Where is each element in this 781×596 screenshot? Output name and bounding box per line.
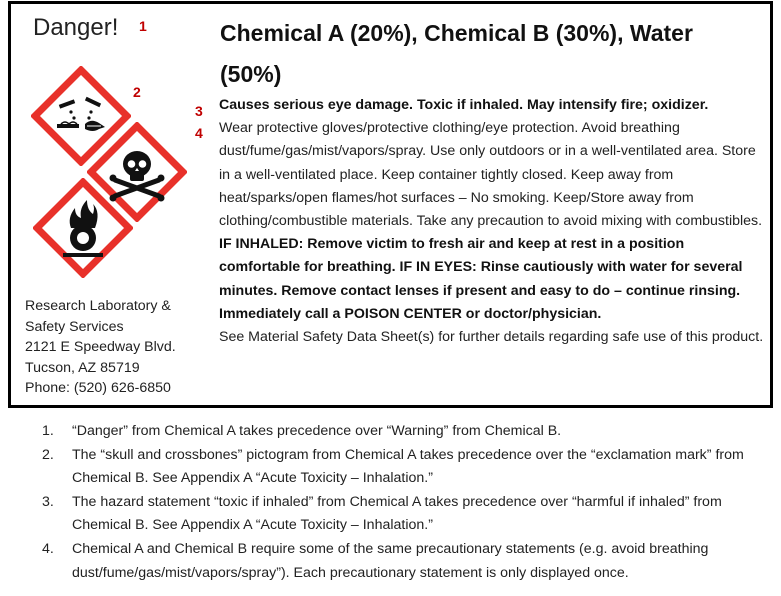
footnote-number: 1. (42, 423, 54, 439)
supplier-city: Tucson, AZ 85719 (25, 359, 140, 376)
chemical-label (8, 1, 773, 408)
footnote-text: “Danger” from Chemical A takes precedence over “Warning” from Chemical B. (72, 423, 562, 439)
footnote-4 (42, 538, 772, 585)
supplier-phone: Phone: (520) 626-6850 (25, 380, 171, 396)
footnote-number: 3. (42, 493, 54, 510)
marker-2: 2 (133, 84, 141, 100)
sds-reference: See Material Safety Data Sheet(s) for further details regarding safe use of this product. (219, 329, 764, 346)
footnote-text: The “skull and crossbones” pictogram from Chemical A takes precedence over the “exclamation mark” from Chemical B. See Appendix A “Acute Toxicity – Inhalation.” (72, 446, 744, 487)
footnote-number: 2. (42, 446, 54, 463)
flame-over-circle-icon (33, 178, 133, 278)
precautionary-statements: Wear protective gloves/protective clothing/eye protection. Avoid breathing dust/fume/gas/mist/vapors/spray. Use only outdoors or in a well-ventilated area. Store in a well-ventilated place. Keep container tightly closed. Keep away from heat/sparks/open flames/hot surfaces – No smoking. Keep/Store away from clothing/combustible materials. Take any precaution to avoid mixing with combustibles. (219, 120, 763, 230)
hazard-statements: Causes serious eye damage. Toxic if inhaled. May intensify fire; oxidizer. (219, 97, 709, 113)
signal-word: Danger! (33, 14, 119, 41)
footnote-1 (42, 420, 772, 444)
supplier-info (25, 296, 176, 399)
footnote-2 (42, 444, 772, 491)
footnotes-list (42, 420, 772, 585)
marker-3: 3 (195, 103, 203, 119)
footnote-text: Chemical A and Chemical B require some of the same precautionary statements (e.g. avoid breathing dust/fume/gas/mist/vapors/spray”). Each precautionary statement is only displayed once. (72, 540, 709, 581)
label-text-block (219, 94, 767, 349)
footnote-3 (42, 491, 772, 538)
footnote-text: The hazard statement “toxic if inhaled” from Chemical A takes precedence over “harmful if inhaled” from Chemical B. See Appendix A “Acute Toxicity – Inhalation.” (72, 493, 722, 534)
footnote-number: 4. (42, 540, 54, 557)
supplier-name-line-1: Research Laboratory & (25, 298, 171, 314)
marker-1: 1 (139, 18, 147, 34)
first-aid-statements: IF INHALED: Remove victim to fresh air and keep at rest in a position comfortable for breathing. IF IN EYES: Rinse cautiously with water for several minutes. Remove contact lenses if present and easy to do – continue rinsing. Immediately call a POISON CENTER or doctor/physician. (219, 236, 743, 322)
supplier-name-line-2: Safety Services (25, 318, 124, 335)
supplier-street: 2121 E Speedway Blvd. (25, 339, 176, 355)
marker-4: 4 (195, 125, 203, 141)
product-identifier: Chemical A (20%), Chemical B (30%), Water (50%) (220, 20, 693, 87)
